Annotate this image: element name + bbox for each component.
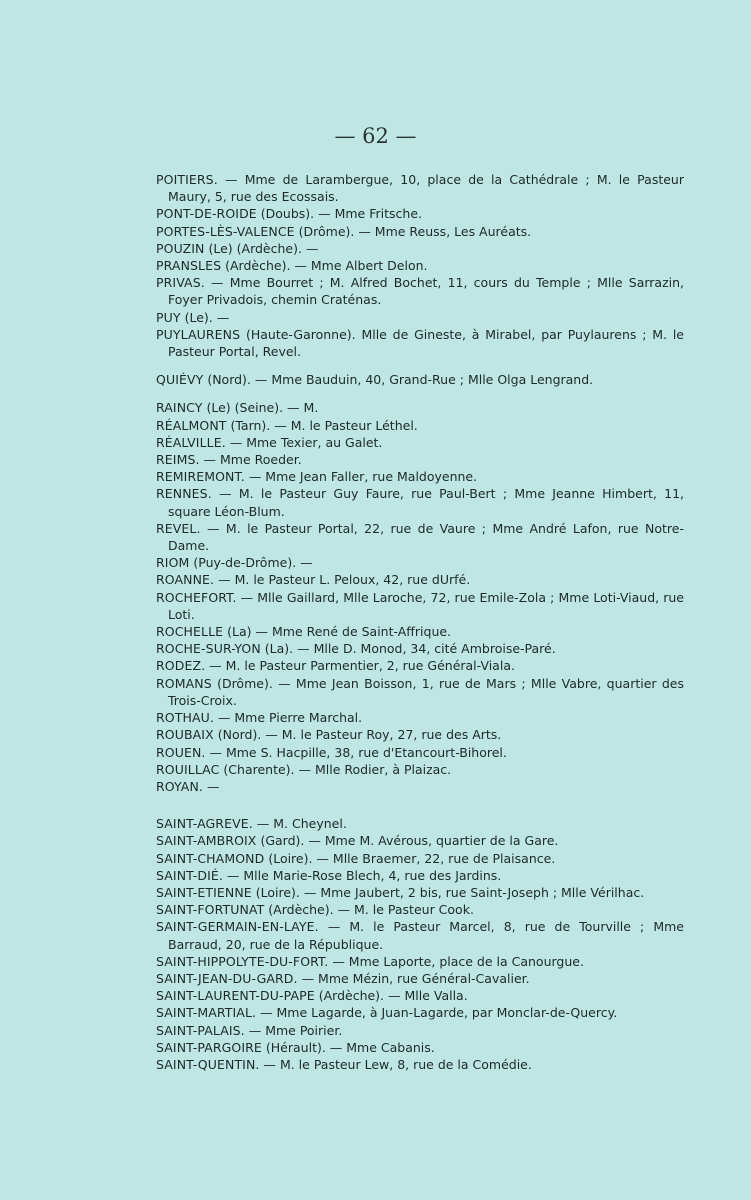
list-item: [156, 589, 684, 623]
list-item: [156, 257, 684, 274]
list-item: [156, 434, 684, 451]
entry-text: — Mme Laporte, place de la Canourgue.: [328, 953, 584, 969]
town-name: REIMS.: [156, 452, 200, 468]
town-name: REVEL.: [156, 520, 201, 536]
entry-text: — Mme Bourret ; M. Alfred Bochet, 11, cours du Temple ; Mlle Sarrazin, Foyer Privadois, chemin Craténas.: [168, 275, 684, 308]
town-name: SAINT-DIÉ.: [156, 867, 223, 883]
entry-text: — M. le Pasteur Guy Faure, rue Paul-Bert ; Mme Jeanne Himbert, 11, square Léon-Blum.: [168, 486, 684, 519]
town-name: SAINT-GERMAIN-EN-LAYE.: [156, 919, 319, 935]
entry-text: — M. le Pasteur Marcel, 8, rue de Tourville ; Mme Barraud, 20, rue de la République.: [168, 919, 684, 952]
entry-text: (Nord). — M. le Pasteur Roy, 27, rue des Arts.: [213, 727, 502, 743]
list-item: [156, 953, 684, 970]
town-name: ROUBAIX: [156, 727, 214, 743]
town-name: ROCHEFORT.: [156, 589, 237, 605]
town-name: SAINT-ETIENNE: [156, 884, 252, 900]
town-name: PRIVAS.: [156, 275, 205, 291]
list-item: [156, 171, 684, 205]
page-number: — 62 —: [334, 124, 417, 148]
town-name: RAINCY: [156, 400, 203, 416]
list-item: [156, 205, 684, 222]
town-name: ROUILLAC: [156, 761, 220, 777]
directory-list: [156, 171, 684, 1073]
town-name: REMIREMONT.: [156, 469, 245, 485]
entry-text: — M. le Pasteur L. Peloux, 42, rue dUrfé.: [214, 572, 471, 588]
list-item: [156, 571, 684, 588]
entry-text: (Tarn). — M. le Pasteur Léthel.: [226, 417, 418, 433]
entry-text: (Puy-de-Drôme). —: [189, 555, 313, 571]
section-gap: [156, 360, 684, 371]
list-item: [156, 778, 684, 795]
entry-text: (Haute-Garonne). Mlle de Gineste, à Mirabel, par Puylaurens ; M. le Pasteur Portal, Revel.: [168, 326, 684, 360]
town-name: PONT-DE-ROIDE: [156, 206, 257, 222]
town-name: PRANSLES: [156, 258, 222, 274]
list-item: [156, 675, 684, 709]
town-name: SAINT-QUENTIN.: [156, 1056, 260, 1072]
entry-text: — Mlle Gaillard, Mlle Laroche, 72, rue Emile-Zola ; Mme Loti-Viaud, rue Loti.: [168, 589, 684, 622]
list-item: [156, 918, 684, 952]
entry-text: (Loire). — Mlle Braemer, 22, rue de Plaisance.: [264, 850, 556, 866]
list-item: [156, 1022, 684, 1039]
town-name: ROCHELLE: [156, 624, 224, 640]
list-item: [156, 744, 684, 761]
list-item: [156, 520, 684, 554]
list-item: [156, 970, 684, 987]
town-name: ROTHAU.: [156, 710, 214, 726]
town-name: PORTES-LÈS-VALENCE: [156, 223, 295, 239]
list-item: [156, 726, 684, 743]
entry-text: (Charente). — Mlle Rodier, à Plaizac.: [219, 761, 452, 777]
entry-text: — Mme de Larambergue, 10, place de la Cathédrale ; M. le Pasteur Maury, 5, rue des Ecossais.: [168, 172, 684, 205]
list-item: [156, 1039, 684, 1056]
list-item: [156, 240, 684, 257]
list-item: [156, 832, 684, 849]
list-item: [156, 987, 684, 1004]
list-item: [156, 223, 684, 240]
town-name: SAINT-CHAMOND: [156, 850, 265, 866]
town-name: SAINT-AMBROIX: [156, 833, 257, 849]
list-item: [156, 274, 684, 308]
entry-text: (Gard). — Mme M. Avérous, quartier de la Gare.: [256, 833, 559, 849]
town-name: RODEZ.: [156, 658, 206, 674]
town-name: RENNES.: [156, 486, 212, 502]
town-name: RÉALMONT: [156, 417, 227, 433]
list-item: [156, 485, 684, 519]
town-name: SAINT-LAURENT-DU-PAPE: [156, 988, 315, 1004]
entry-text: —: [202, 778, 220, 794]
town-name: ROMANS: [156, 675, 212, 691]
entry-text: (Ardèche). — M. le Pasteur Cook.: [264, 902, 474, 918]
entry-text: — Mme Lagarde, à Juan-Lagarde, par Monclar-de-Quercy.: [256, 1005, 618, 1021]
list-item: [156, 326, 684, 360]
entry-text: (Doubs). — Mme Fritsche.: [256, 206, 422, 222]
list-item: [156, 417, 684, 434]
section-gap: [156, 795, 684, 815]
town-name: ROANNE.: [156, 572, 215, 588]
town-name: PUYLAURENS: [156, 326, 241, 342]
entry-text: — M. le Pasteur Parmentier, 2, rue Général-Viala.: [205, 658, 515, 674]
town-name: ROYAN.: [156, 778, 203, 794]
entry-text: — M. le Pasteur Portal, 22, rue de Vaure ; Mme André Lafon, rue Notre-Dame.: [168, 520, 684, 554]
town-name: SAINT-PALAIS.: [156, 1022, 245, 1038]
entry-text: (Ardèche). — Mlle Valla.: [314, 988, 468, 1004]
entry-text: — Mme Texier, au Galet.: [225, 434, 383, 450]
town-name: SAINT-PARGOIRE: [156, 1039, 262, 1055]
town-name: SAINT-JEAN-DU-GARD.: [156, 970, 298, 986]
section-gap: [156, 388, 684, 399]
list-item: [156, 399, 684, 416]
entry-text: (Loire). — Mme Jaubert, 2 bis, rue Saint-Joseph ; Mlle Vérilhac.: [251, 884, 645, 900]
list-item: [156, 867, 684, 884]
entry-text: — Mlle Marie-Rose Blech, 4, rue des Jardins.: [222, 867, 502, 883]
town-name: RIOM: [156, 555, 190, 571]
entry-text: (Drôme). — Mme Reuss, Les Auréats.: [294, 223, 532, 239]
entry-text: (Le) (Seine). — M.: [202, 400, 319, 416]
entry-text: — Mme Poirier.: [244, 1022, 343, 1038]
town-name: ROCHE-SUR-YON: [156, 641, 261, 657]
entry-text: (Drôme). — Mme Jean Boisson, 1, rue de Mars ; Mlle Vabre, quartier des Trois-Croix.: [168, 675, 684, 708]
town-name: ROUEN.: [156, 744, 206, 760]
entry-text: (La). — Mlle D. Monod, 34, cité Ambroise-Paré.: [260, 641, 556, 657]
town-name: PUY: [156, 309, 181, 325]
list-item: [156, 761, 684, 778]
list-item: [156, 309, 684, 326]
list-item: [156, 451, 684, 468]
entry-text: — Mme Mézin, rue Général-Cavalier.: [297, 970, 530, 986]
list-item: [156, 640, 684, 657]
entry-text: — M. Cheynel.: [252, 816, 347, 832]
list-item: [156, 1004, 684, 1021]
town-name: SAINT-AGREVE.: [156, 816, 253, 832]
list-item: [156, 657, 684, 674]
entry-text: (Nord). — Mme Bauduin, 40, Grand-Rue ; Mlle Olga Lengrand.: [203, 372, 594, 388]
town-name: SAINT-FORTUNAT: [156, 902, 265, 918]
entry-text: (Le). —: [180, 309, 230, 325]
town-name: SAINT-HIPPOLYTE-DU-FORT.: [156, 953, 329, 969]
list-item: [156, 884, 684, 901]
entry-text: (Ardèche). — Mme Albert Delon.: [221, 258, 428, 274]
list-item: [156, 623, 684, 640]
list-item: [156, 815, 684, 832]
list-item: [156, 468, 684, 485]
list-item: [156, 709, 684, 726]
entry-text: (Hérault). — Mme Cabanis.: [261, 1039, 435, 1055]
entry-text: — Mme Pierre Marchal.: [213, 710, 363, 726]
entry-text: — M. le Pasteur Lew, 8, rue de la Comédie.: [259, 1056, 532, 1072]
town-name: POITIERS.: [156, 172, 218, 187]
list-item: [156, 554, 684, 571]
entry-text: — Mme Jean Faller, rue Maldoyenne.: [244, 469, 478, 485]
entry-text: — Mme S. Hacpille, 38, rue d'Etancourt-Bihorel.: [205, 744, 507, 760]
list-item: [156, 1056, 684, 1073]
entry-text: — Mme Roeder.: [199, 452, 302, 468]
town-name: QUIÉVY: [156, 372, 204, 388]
list-item: [156, 901, 684, 918]
town-name: POUZIN: [156, 240, 205, 256]
town-name: RÉALVILLE.: [156, 434, 226, 450]
list-item: [156, 850, 684, 867]
town-name: SAINT-MARTIAL.: [156, 1005, 257, 1021]
list-item: [156, 371, 684, 388]
entry-text: (La) — Mme René de Saint-Affrique.: [223, 624, 452, 640]
entry-text: (Le) (Ardèche). —: [204, 240, 319, 256]
